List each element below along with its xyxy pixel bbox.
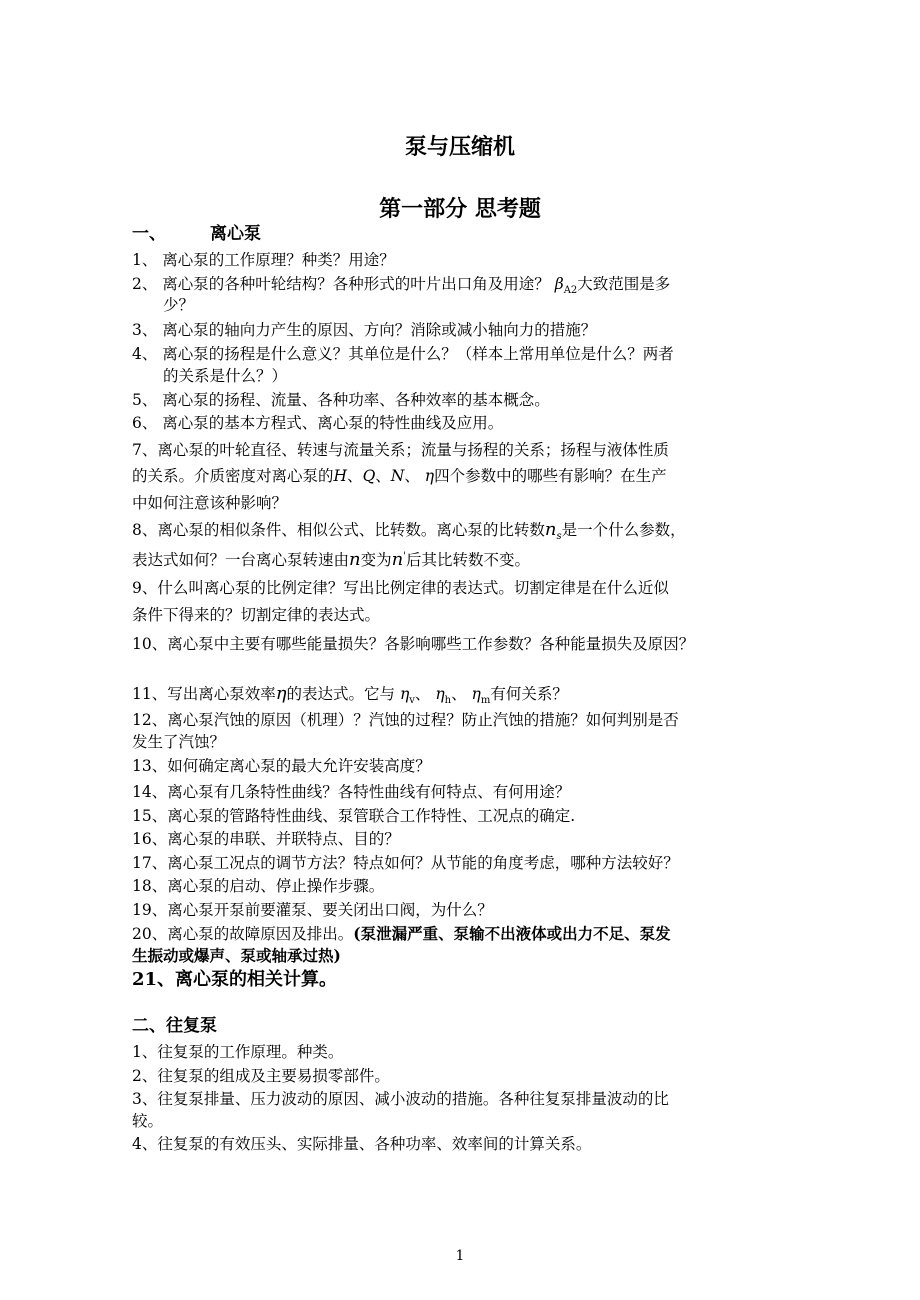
reciprocating-question-4: 4、往复泵的有效压头、实际排量、各种功率、效率间的计算关系。 [132, 1135, 592, 1153]
q8-text: 8、离心泵的相似条件、相似公式、比转数。离心泵的比转数 [132, 521, 545, 539]
symbol-H: H [333, 467, 348, 485]
symbol-eta-h: η [435, 685, 445, 703]
document-title: 泵与压缩机 [404, 134, 515, 160]
question-16: 16、离心泵的串联、并联特点、目的？ [132, 830, 400, 848]
reciprocating-question-3-line-1: 3、往复泵排量、压力波动的原因、减小波动的措施。各种往复泵排量波动的比 [132, 1090, 669, 1108]
question-7-line-1: 7、离心泵的叶轮直径、转速与流量关系；流量与扬程的关系；扬程与液体性质 [132, 441, 669, 459]
question-9-line-1: 9、什么叫离心泵的比例定律？写出比例定律的表达式。切割定律是在什么近似 [132, 579, 669, 597]
q11-text-end: 有何关系？ [490, 685, 568, 703]
q20-bold-text: (泵泄漏严重、泵输不出液体或出力不足、泵发 [353, 924, 671, 943]
symbol-n-subscript: s [556, 531, 562, 543]
question-20-line-2: 生振动或爆声、泵或轴承过热) [132, 946, 341, 965]
q8-text-end: 是一个什么参数， [561, 521, 686, 539]
beta-symbol: β [554, 275, 564, 293]
subscript-v: v [409, 695, 415, 707]
q8-text-2: 表达式如何？一台离心泵转速由 [132, 551, 350, 570]
symbol-eta-m: η [471, 685, 481, 703]
question-8-line-2 [132, 547, 530, 570]
separator: 、 [347, 467, 363, 485]
subscript-h: h [444, 695, 452, 707]
question-11 [132, 684, 568, 711]
question-20-line-1 [132, 924, 671, 944]
reciprocating-question-1: 1、往复泵的工作原理。种类。 [132, 1043, 344, 1061]
question-14: 14、离心泵有几条特性曲线？各特性曲线有何特点、有何用途？ [132, 783, 571, 801]
symbol-n: n [544, 519, 557, 540]
question-1: 1、 离心泵的工作原理？种类？用途？ [132, 251, 395, 269]
question-2-line-2: 少？ [163, 296, 195, 314]
separator: 、 [375, 467, 391, 485]
symbol-eta: η [424, 467, 435, 485]
question-19: 19、离心泵开泵前要灌泵、要关闭出口阀，为什么？ [132, 901, 493, 919]
q2-text: 2、 离心泵的各种叶轮结构？各种形式的叶片出口角及用途？ [132, 275, 555, 293]
question-12-line-2: 发生了汽蚀？ [132, 733, 226, 751]
symbol-n-prime: n [391, 549, 404, 571]
section-number: 一、 [132, 224, 166, 244]
reciprocating-question-3-line-2: 较。 [132, 1112, 164, 1130]
question-10: 10、离心泵中主要有哪些能量损失？各影响哪些工作参数？各种能量损失及原因？ [132, 635, 695, 653]
section-title: 离心泵 [210, 224, 261, 244]
q8-text-end: 后其比转数不变。 [405, 551, 530, 570]
question-2-line-1 [132, 274, 670, 301]
separator: 、 [451, 685, 472, 703]
beta-subscript: A2 [563, 285, 578, 297]
reciprocating-question-2: 2、往复泵的组成及主要易损零部件。 [132, 1067, 390, 1085]
question-7-line-3: 中如何注意该种影响？ [132, 494, 288, 512]
part-title: 第一部分 思考题 [379, 196, 541, 222]
q2-text-end: 大致范围是多 [577, 275, 671, 293]
question-12-line-1: 12、离心泵汽蚀的原因（机理）？汽蚀的过程？防止汽蚀的措施？如何判别是否 [132, 711, 679, 729]
question-3: 3、 离心泵的轴向力产生的原因、方向？消除或减小轴向力的措施？ [132, 321, 597, 339]
question-7-line-2 [132, 466, 667, 486]
q11-text-mid: 的表达式。它与 [286, 685, 400, 703]
question-6: 6、 离心泵的基本方程式、离心泵的特性曲线及应用。 [132, 414, 504, 432]
question-8-line-1 [132, 520, 686, 547]
prime-mark: ' [403, 551, 406, 562]
q20-text: 20、离心泵的故障原因及排出。 [132, 925, 354, 943]
separator: 、 [404, 467, 425, 485]
question-13: 13、如何确定离心泵的最大允许安装高度？ [132, 757, 431, 775]
symbol-N: N [390, 467, 405, 485]
section-heading-centrifugal [132, 224, 261, 244]
q11-text: 11、写出离心泵效率 [132, 685, 276, 703]
page-number: 1 [455, 1248, 465, 1264]
symbol-eta-v: η [399, 685, 410, 703]
question-5: 5、 离心泵的扬程、流量、各种功率、各种效率的基本概念。 [132, 391, 550, 409]
symbol-eta: η [275, 683, 287, 704]
separator: 、 [414, 685, 436, 703]
symbol-n: n [349, 549, 361, 571]
q7-text: 的关系。介质密度对离心泵的 [132, 467, 334, 485]
q7-text-end: 四个参数中的哪些有影响？在生产 [434, 467, 667, 485]
question-15: 15、离心泵的管路特性曲线、泵管联合工作特性、工况点的确定. [132, 807, 576, 825]
subscript-m: m [480, 695, 491, 707]
question-4-line-1: 4、 离心泵的扬程是什么意义？其单位是什么？（样本上常用单位是什么？两者 [132, 345, 674, 363]
question-9-line-2: 条件下得来的？切割定律的表达式。 [132, 606, 381, 624]
symbol-Q: Q [362, 467, 376, 485]
section-heading-reciprocating: 二、往复泵 [132, 1016, 217, 1036]
question-18: 18、离心泵的启动、停止操作步骤。 [132, 877, 385, 895]
q8-text-mid: 变为 [360, 551, 392, 570]
question-21: 21、离心泵的相关计算。 [132, 969, 338, 990]
question-17: 17、离心泵工况点的调节方法？特点如何？从节能的角度考虑，哪种方法较好？ [132, 854, 679, 872]
question-4-line-2: 的关系是什么？） [163, 367, 288, 385]
